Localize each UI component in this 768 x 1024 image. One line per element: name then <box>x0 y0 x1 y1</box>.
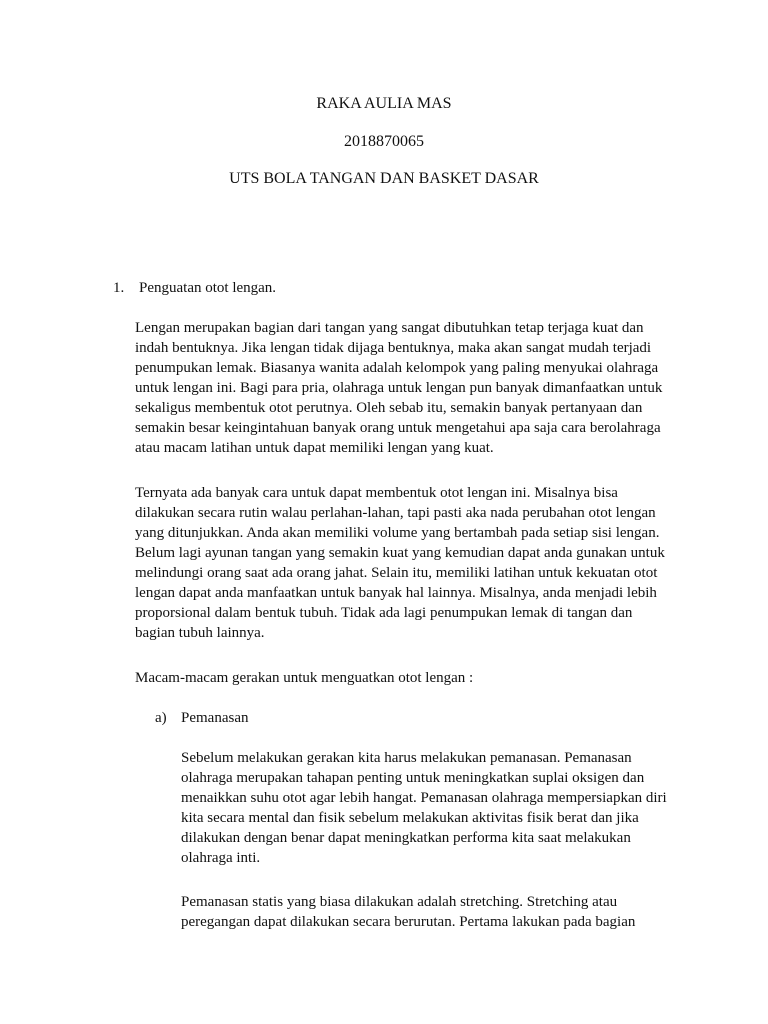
section-1-paragraph-3: Macam-macam gerakan untuk menguatkan otot lengan : <box>135 670 474 686</box>
subsection-a-paragraph-2: Pemanasan statis yang biasa dilakukan adalah stretching. Stretching atau peregangan dapat dilakukan secara berurutan. Pertama lakukan pada bagian <box>181 894 636 930</box>
section-1-heading-text: Penguatan otot lengan. <box>139 280 277 296</box>
student-id: 2018870065 <box>344 133 424 150</box>
subsection-a-paragraph-1: Sebelum melakukan gerakan kita harus melakukan pemanasan. Pemanasan olahraga merupakan tahapan penting untuk meningkatkan suplai oksigen dan menaikkan suhu otot agar lebih hangat. Pemanasan olahraga mempersiapkan diri kita secara mental dan fisik sebelum melakukan aktivitas fisik berat dan jika dilakukan dengan benar dapat meningkatkan performa kita saat melakukan olahraga inti. <box>181 750 667 866</box>
section-1-paragraph-1: Lengan merupakan bagian dari tangan yang sangat dibutuhkan tetap terjaga kuat dan indah bentuknya. Jika lengan tidak dijaga bentuknya, maka akan sangat mudah terjadi penumpukan lemak. Biasanya wanita adalah kelompok yang paling menyukai olahraga untuk lengan ini. Bagi para pria, olahraga untuk lengan pun banyak dimanfaatkan untuk sekaligus membentuk otot perutnya. Oleh sebab itu, semakin banyak pertanyaan dan semakin besar keingintahuan banyak orang untuk mengetahui apa saja cara berolahraga atau macam latihan untuk dapat memiliki lengan yang kuat. <box>135 320 663 456</box>
author-name: RAKA AULIA MAS <box>316 95 452 112</box>
subsection-a-letter: a) <box>155 710 167 726</box>
subsection-a-heading <box>155 708 248 728</box>
document-title: UTS BOLA TANGAN DAN BASKET DASAR <box>229 170 539 187</box>
section-1-number: 1. <box>113 280 125 296</box>
section-1-heading <box>113 278 276 298</box>
subsection-a-heading-text: Pemanasan <box>181 710 249 726</box>
section-1-paragraph-2: Ternyata ada banyak cara untuk dapat membentuk otot lengan ini. Misalnya bisa dilakukan secara rutin walau perlahan-lahan, tapi pasti aka nada perubahan otot lengan yang ditunjukkan. Anda akan memiliki volume yang bertambah pada setiap sisi lengan. Belum lagi ayunan tangan yang semakin kuat yang kemudian dapat anda gunakan untuk melindungi orang saat ada orang jahat. Selain itu, memiliki latihan untuk kekuatan otot lengan dapat anda manfaatkan untuk banyak hal lainnya. Misalnya, anda menjadi lebih proporsional dalam bentuk tubuh. Tidak ada lagi penumpukan lemak di tangan dan bagian tubuh lainnya. <box>135 485 665 641</box>
